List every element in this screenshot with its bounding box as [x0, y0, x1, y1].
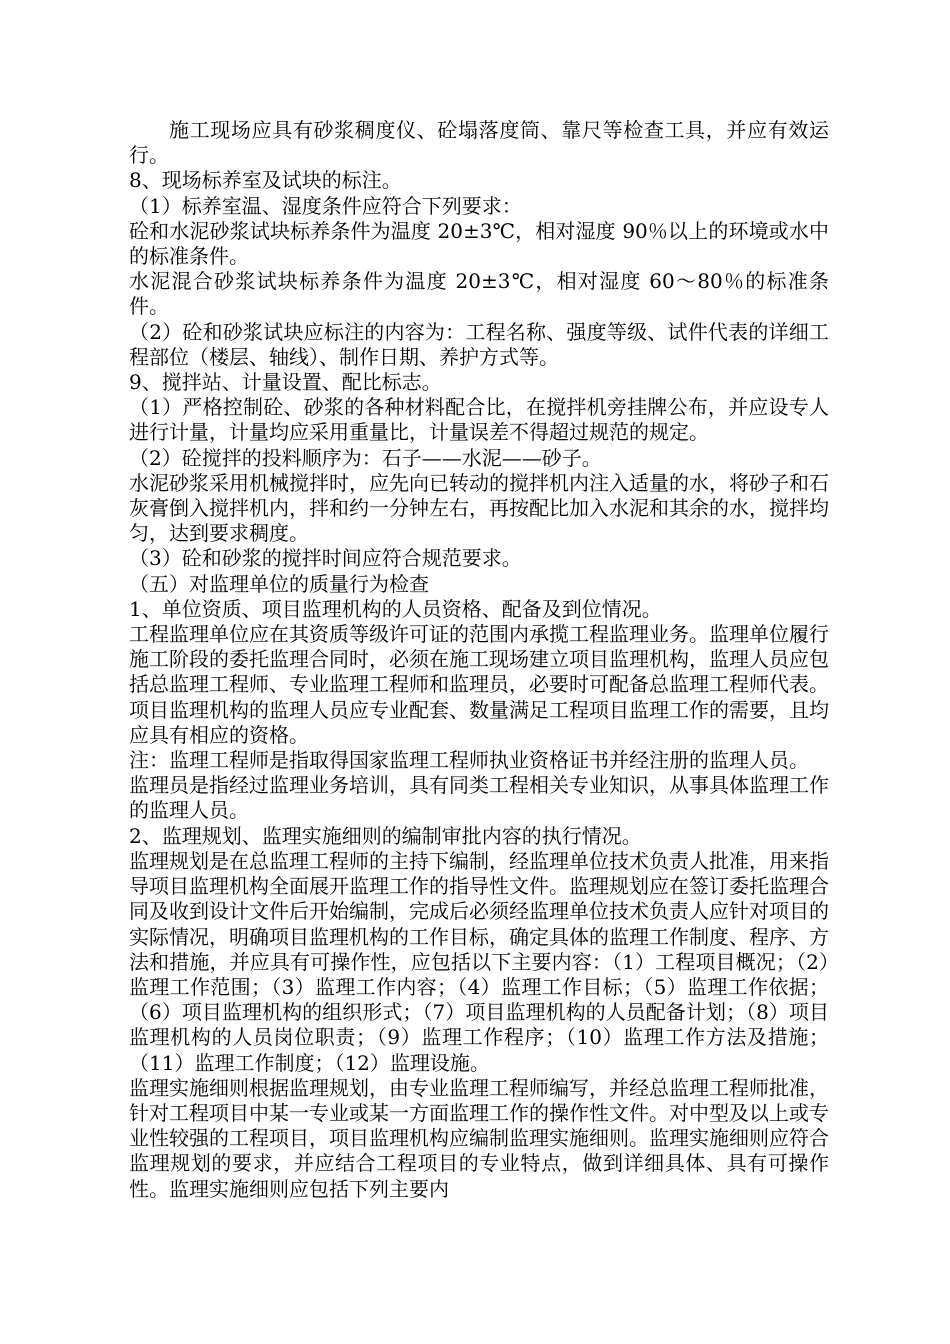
- section-heading: 9、搅拌站、计量设置、配比标志。: [129, 370, 442, 395]
- paragraph: 监理员是指经过监理业务培训，具有同类工程相关专业知识，从事具体监理工作的监理人员。: [129, 773, 829, 823]
- paragraph: （3）砼和砂浆的搅拌时间应符合规范要求。: [129, 546, 522, 571]
- paragraph: （2）砼搅拌的投料顺序为：石子——水泥——砂子。: [129, 445, 602, 470]
- note-paragraph: 注：监理工程师是指取得国家监理工程师执业资格证书并经注册的监理人员。: [129, 748, 809, 773]
- paragraph: （1）严格控制砼、砂浆的各种材料配合比，在搅拌机旁挂牌公布，并应设专人进行计量，计量均应采用重量比，计量误差不得超过规范的规定。: [129, 395, 829, 445]
- paragraph: 监理规划是在总监理工程师的主持下编制，经监理单位技术负责人批准，用来指导项目监理机构全面展开监理工作的指导性文件。监理规划应在签订委托监理合同及收到设计文件后开始编制，完成后必须经监理单位技术负责人应针对项目的实际情况，明确项目监理机构的工作目标，确定具体的监理工作制度、程序、方法和措施，并应具有可操作性，应包括以下主要内容：（1）工程项目概况；（2）监理工作范围；（3）监理工作内容；（4）监理工作目标；（5）监理工作依据；（6）项目监理机构的组织形式；（7）项目监理机构的人员配备计划；（8）项目监理机构的人员岗位职责；（9）监理工作程序；（10）监理工作方法及措施；（11）监理工作制度；（12）监理设施。: [129, 848, 829, 1075]
- section-heading: （五）对监理单位的质量行为检查: [129, 571, 429, 596]
- paragraph: （2）砼和砂浆试块应标注的内容为：工程名称、强度等级、试件代表的详细工程部位（楼层、轴线）、制作日期、养护方式等。: [129, 319, 829, 369]
- paragraph: 监理实施细则根据监理规划，由专业监理工程师编写，并经总监理工程师批准，针对工程项目中某一专业或某一方面监理工作的操作性文件。对中型及以上或专业性较强的工程项目，项目监理机构应编制监理实施细则。监理实施细则应符合监理规划的要求，并应结合工程项目的专业特点，做到详细具体、具有可操作性。监理实施细则应包括下列主要内: [129, 1075, 829, 1201]
- section-heading: 1、单位资质、项目监理机构的人员资格、配备及到位情况。: [129, 596, 662, 621]
- paragraph: （1）标养室温、湿度条件应符合下列要求：: [129, 193, 522, 218]
- section-heading: 8、现场标养室及试块的标注。: [129, 168, 402, 193]
- paragraph: 工程监理单位应在其资质等级许可证的范围内承揽工程监理业务。监理单位履行施工阶段的委托监理合同时，必须在施工现场建立项目监理机构，监理人员应包括总监理工程师、专业监理工程师和监理员，必要时可配备总监理工程师代表。项目监理机构的监理人员应专业配套、数量满足工程项目监理工作的需要，且均应具有相应的资格。: [129, 622, 829, 747]
- section-heading: 2、监理规划、监理实施细则的编制审批内容的执行情况。: [129, 823, 642, 848]
- paragraph: 施工现场应具有砂浆稠度仪、砼塌落度筒、靠尺等检查工具，并应有效运行。: [129, 118, 829, 168]
- paragraph: 砼和水泥砂浆试块标养条件为温度 20±3℃，相对湿度 90％以上的环境或水中的标准条件。: [129, 218, 829, 269]
- document-page: [129, 118, 829, 1202]
- paragraph: 水泥砂浆采用机械搅拌时，应先向已转动的搅拌机内注入适量的水，将砂子和石灰膏倒入搅拌机内，拌和约一分钟左右，再按配比加入水泥和其余的水，搅拌均匀，达到要求稠度。: [129, 470, 829, 546]
- paragraph: 水泥混合砂浆试块标养条件为温度 20±3℃，相对湿度 60～80％的标准条件。: [129, 269, 829, 319]
